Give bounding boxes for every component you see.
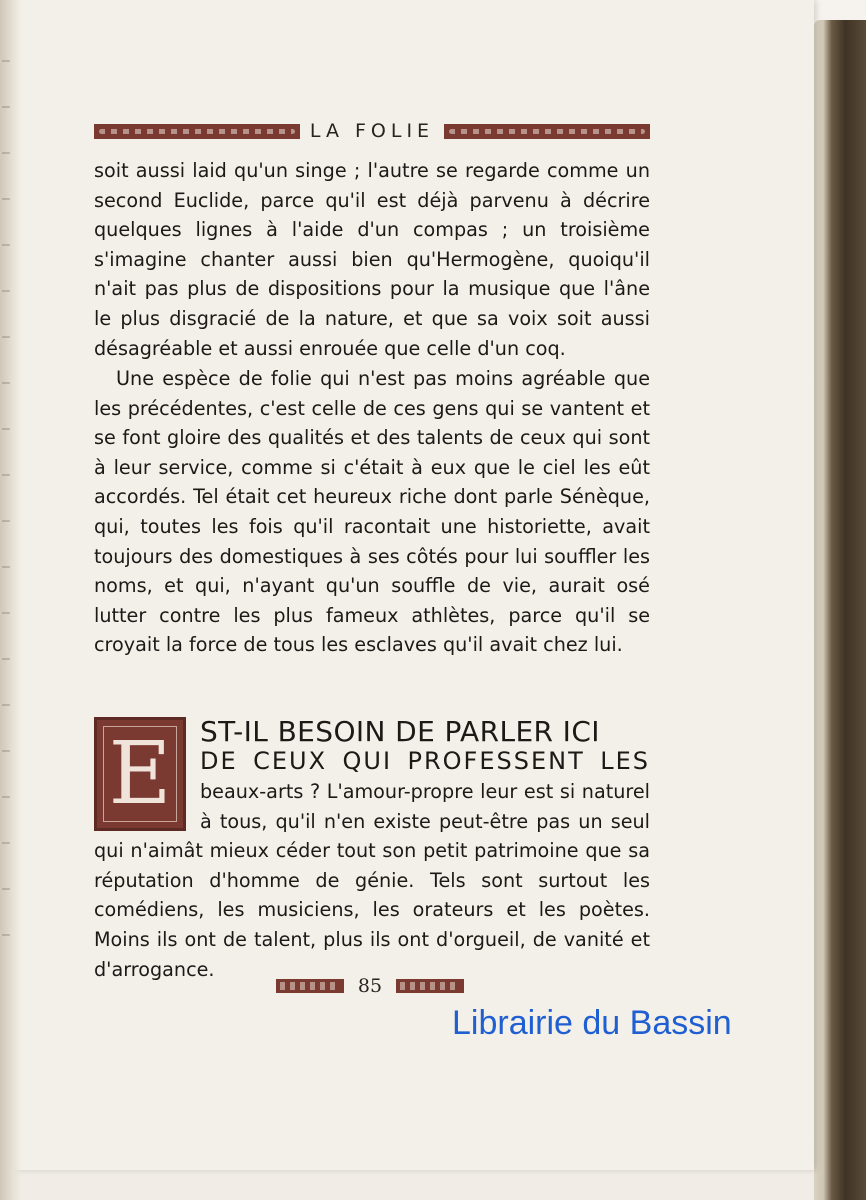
- chapter-opening: [94, 715, 650, 981]
- caps-word: LES: [600, 747, 650, 775]
- seller-watermark: Librairie du Bassin: [452, 1004, 732, 1042]
- page-number: 85: [357, 975, 383, 997]
- caps-word: CEUX: [253, 747, 328, 775]
- ornament-left-icon: [94, 124, 300, 139]
- caps-word: PROFESSENT: [407, 747, 585, 775]
- caps-word: QUI: [342, 747, 393, 775]
- paragraph-1: soit aussi laid qu'un singe ; l'autre se regarde comme un second Euclide, parce qu'il est déjà parvenu à décrire quelques lignes à l'aide d'un compas ; un troisième s'imagine chanter aussi bien qu'Hermogène, quoiqu'il n'ait pas plus de dispositions pour la musique que l'âne le plus disgracié de la nature, et que sa voix soit aussi désagréable et aussi enrouée que celle d'un coq.: [94, 159, 650, 360]
- paragraph-3-text: beaux-arts ? L'amour-propre leur est si naturel à tous, qu'il n'en existe peut-être pas un seul qui n'aimât mieux céder tout son petit patrimoine que sa réputation d'homme de génie. Tels sont surtout les comédiens, les musiciens, les orateurs et les poètes. Moins ils ont de talent, plus ils ont d'orgueil, de vanité et d'arrogance.: [94, 780, 650, 981]
- folio-ornament-left-icon: [276, 979, 344, 993]
- paragraph-2: Une espèce de folie qui n'est pas moins agréable que les précédentes, c'est celle de ces gens qui se vantent et se font gloire des qualités et des talents de ceux qui sont à leur service, comme si c'était à eux que le ciel les eût accordés. Tel était cet heureux riche dont parle Sénèque, qui, toutes les fois qu'il racontait une historiette, avait toujours des domestiques à ses côtés pour lui souffler les noms, et qui, n'ayant qu'un souffle de vie, aurait osé lutter contre les plus fameux athlètes, parce qu'il se croyait la force de tous les esclaves qu'il avait chez lui.: [94, 367, 650, 657]
- ornament-right-icon: [444, 124, 650, 139]
- folio: [276, 973, 464, 999]
- running-head-title: LA FOLIE: [309, 120, 435, 142]
- paragraph-3: [94, 777, 650, 984]
- small-caps-line-2: [200, 747, 650, 775]
- caps-word: DE: [200, 747, 238, 775]
- drop-cap-letter: E: [108, 724, 172, 824]
- dropcap-wrap-space: [94, 777, 200, 835]
- small-caps-line-1: ST-IL BESOIN DE PARLER ICI: [200, 715, 600, 748]
- gutter-text-bleed: [2, 60, 10, 940]
- running-head: [94, 116, 650, 146]
- book-cover-edge: [814, 20, 866, 1200]
- folio-ornament-right-icon: [396, 979, 464, 993]
